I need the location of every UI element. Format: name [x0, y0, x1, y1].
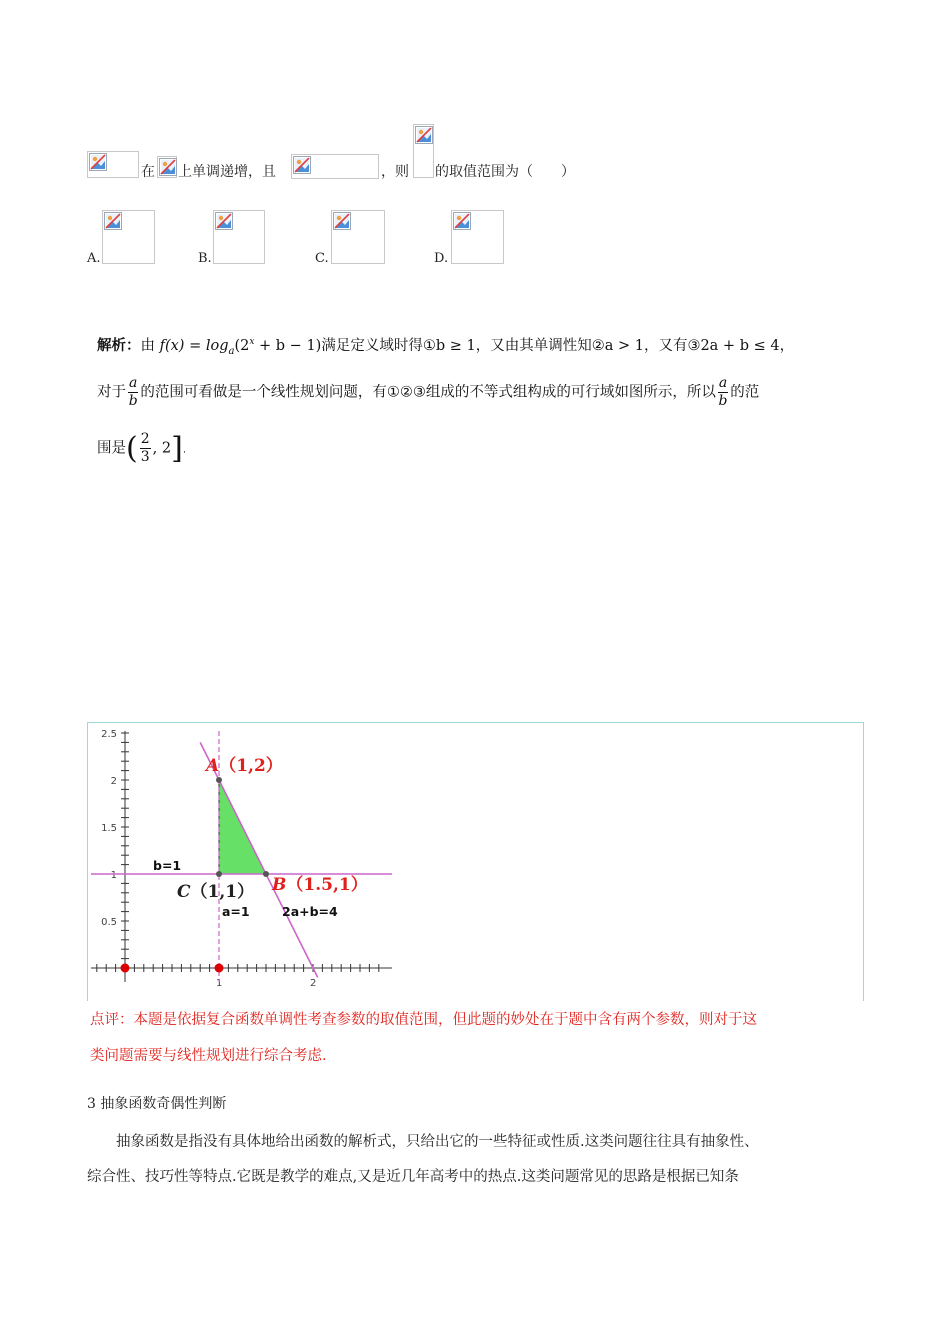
fraction-a-over-b-2: $\frac{a}{b}$	[718, 375, 728, 409]
x-tick-label: 1	[216, 978, 223, 989]
y-tick-label: 1.5	[101, 823, 117, 834]
y-tick-label: 2.5	[101, 729, 117, 740]
range-fraction: $\frac{2}{3}$	[140, 431, 150, 465]
a1-axis-marker	[215, 964, 224, 973]
feasible-region-figure	[87, 722, 864, 1001]
broken-image-icon	[215, 212, 233, 230]
condition-1: b ≥ 1	[435, 338, 476, 354]
y-tick-label: 1	[110, 870, 117, 881]
condition-2: a > 1	[604, 338, 644, 354]
broken-image-icon	[159, 158, 177, 176]
point-a	[216, 777, 222, 783]
section-heading: 3 抽象函数奇偶性判断	[87, 1096, 227, 1112]
point-c	[216, 871, 222, 877]
section-paragraph-line-1: 抽象函数是指没有具体地给出函数的解析式，只给出它的一些特征或性质.这类问题往往具有抽象性、	[116, 1134, 759, 1150]
option-a-image[interactable]	[102, 210, 155, 264]
analysis-line-2: 对于 $\frac{a}{b}$ 的范围可看做是一个线性规划问题，有①②③组成的不等式组构成的可行域如图所示，所以 $\frac{a}{b}$ 的范	[97, 375, 760, 409]
option-b-image[interactable]	[213, 210, 265, 264]
analysis-heading: 解析	[97, 338, 126, 354]
origin-marker	[121, 964, 130, 973]
option-b-label[interactable]: B.	[198, 251, 212, 266]
broken-image-icon	[293, 156, 311, 174]
option-a-label[interactable]: A.	[87, 251, 101, 266]
broken-image-icon	[333, 212, 351, 230]
broken-image-icon	[415, 126, 433, 144]
point-c-label: C（1,1）	[177, 882, 255, 902]
comment-line-1: 点评：本题是依据复合函数单调性考查参数的取值范围，但此题的妙处在于题中含有两个参数，则对于这	[90, 1012, 757, 1028]
broken-image-icon	[453, 212, 471, 230]
broken-image-icon	[89, 153, 107, 171]
broken-image-icon	[104, 212, 122, 230]
formula-image-interval	[157, 156, 177, 178]
y-tick-label: 2	[110, 776, 117, 787]
formula-image-ratio	[413, 124, 434, 178]
comment-line-2: 类问题需要与线性规划进行综合考虑.	[90, 1048, 327, 1064]
stem-text-2: 上单调递增，且	[178, 164, 276, 180]
formula-image-function	[87, 151, 139, 178]
point-b	[263, 871, 269, 877]
option-c-label[interactable]: C.	[315, 251, 329, 266]
option-d-label[interactable]: D.	[434, 251, 449, 266]
label-2a-plus-b-equals-4: 2a+b=4	[282, 904, 338, 919]
fraction-a-over-b: $\frac{a}{b}$	[128, 375, 138, 409]
analysis-line-1: 解析：由 $f(x) = \log_a(2^x + b - 1)$满足定义域时得①b ≥ 1，又由其单调性知②a > 1，又有③2a + b ≤ 4，	[97, 337, 795, 357]
condition-3: 2a + b ≤ 4	[700, 338, 780, 354]
section-paragraph-line-2: 综合性、技巧性等特点.它既是教学的难点,又是近几年高考中的热点.这类问题常见的思路是根据已知条	[87, 1169, 739, 1185]
y-tick-label: 0.5	[101, 917, 117, 928]
analysis-line-3: 围是( $\frac{2}{3}$ , 2].	[97, 431, 186, 466]
label-a-equals-1: a=1	[222, 904, 250, 919]
feasible-region-svg	[87, 723, 863, 1001]
stem-text-4: 的取值范围为（ ）	[435, 164, 575, 180]
option-d-image[interactable]	[451, 210, 504, 264]
range-upper: , 2	[152, 440, 172, 457]
point-b-label: B（1.5,1）	[272, 875, 368, 895]
option-c-image[interactable]	[331, 210, 385, 264]
label-b-equals-1: b=1	[153, 858, 182, 873]
point-a-label: A（1,2）	[206, 756, 283, 776]
analysis-function-formula: $f(x) = \log_a(2^x + b - 1)$	[159, 337, 322, 357]
stem-text-1: 在	[141, 164, 155, 180]
formula-image-condition	[291, 154, 379, 179]
x-tick-label: 2	[310, 978, 317, 989]
stem-text-3: ，则	[381, 164, 409, 180]
